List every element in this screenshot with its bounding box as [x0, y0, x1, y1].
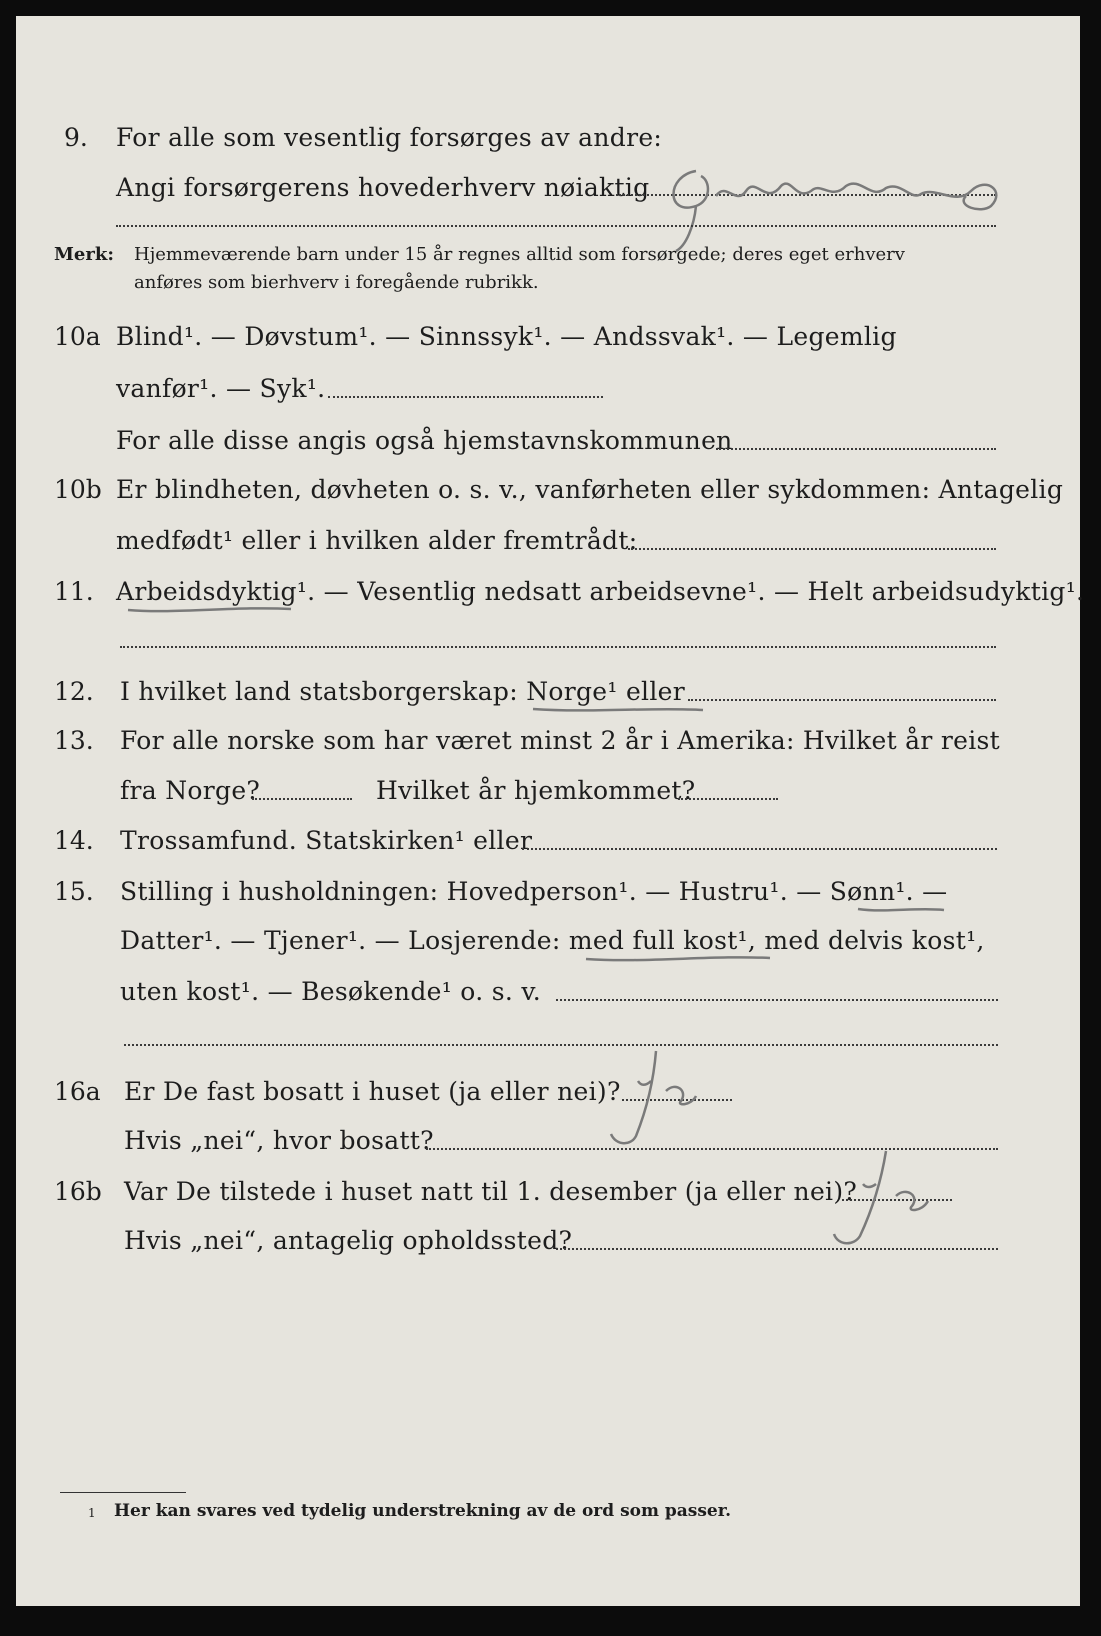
- question-number-14: 14.: [54, 826, 94, 855]
- q14-line1: Trossamfund. Statskirken¹ eller: [120, 826, 533, 855]
- q13-line1: For alle norske som har været minst 2 år i Amerika: Hvilket år reist: [120, 726, 1001, 755]
- q9-line1: For alle som vesentlig forsørges av andre:: [116, 123, 663, 152]
- q10b-answer-line: [628, 548, 996, 550]
- q10b-line2: medfødt¹ eller i hvilken alder fremtrådt:: [116, 526, 638, 555]
- question-number-16b: 16b: [54, 1177, 102, 1206]
- q10a-line3: For alle disse angis også hjemstavnskommunen: [116, 426, 733, 455]
- q10a-line2: vanfør¹. — Syk¹.: [116, 374, 326, 403]
- merk-line1: Hjemmeværende barn under 15 år regnes alltid som forsørgede; deres eget erhverv: [134, 244, 905, 265]
- q16a-line1: Er De fast bosatt i huset (ja eller nei)?: [124, 1077, 621, 1106]
- question-number-13: 13.: [54, 726, 94, 755]
- q15-line2: Datter¹. — Tjener¹. — Losjerende: med full kost¹, med delvis kost¹,: [120, 926, 985, 955]
- question-number-9: 9.: [64, 123, 88, 152]
- q9-line2: Angi forsørgerens hovederhverv nøiaktig: [116, 173, 650, 202]
- q15-answer-line: [556, 999, 998, 1001]
- q15-line3: uten kost¹. — Besøkende¹ o. s. v.: [120, 977, 542, 1006]
- q13-departure-line: [252, 798, 352, 800]
- footnote-rule: [60, 1492, 186, 1493]
- q10a-hometown-line: [716, 448, 996, 450]
- q15-line1: Stilling i husholdningen: Hovedperson¹. — Hustru¹. — Sønn¹. —: [120, 877, 948, 906]
- question-number-12: 12.: [54, 677, 94, 706]
- q13-line2b: Hvilket år hjemkommet?: [376, 776, 696, 805]
- q11-line1: Arbeidsdyktig¹. — Vesentlig nedsatt arbeidsevne¹. — Helt arbeidsudyktig¹.: [116, 577, 1085, 606]
- question-number-16a: 16a: [54, 1077, 101, 1106]
- q11-extra-line: [120, 646, 996, 648]
- q12-line1: I hvilket land statsborgerskap: Norge¹ eller: [120, 677, 685, 706]
- question-number-10a: 10a: [54, 322, 101, 351]
- q9-answer-line: [616, 194, 996, 196]
- q16b-line2: Hvis „nei“, antagelig opholdssted?: [124, 1226, 573, 1255]
- q16b-answer-line: [842, 1199, 952, 1201]
- question-number-10b: 10b: [54, 475, 102, 504]
- q15-extra-line: [124, 1044, 998, 1046]
- question-number-11: 11.: [54, 577, 94, 606]
- q16b-whereabouts-line: [556, 1248, 998, 1250]
- q13-return-line: [678, 798, 778, 800]
- question-number-15: 15.: [54, 877, 94, 906]
- footnote-mark: 1: [88, 1506, 96, 1520]
- q12-answer-line: [688, 699, 996, 701]
- q9-handwriting-svg: [656, 146, 1016, 256]
- census-form-page: [16, 16, 1085, 1606]
- q16a-line2: Hvis „nei“, hvor bosatt?: [124, 1126, 434, 1155]
- q16a-residence-line: [426, 1148, 998, 1150]
- q9-handwritten-answer: [656, 146, 1016, 260]
- q10a-answer-line: [328, 396, 603, 398]
- footnote-text: Her kan svares ved tydelig understrekning av de ord som passer.: [114, 1501, 732, 1521]
- q16b-line1: Var De tilstede i huset natt til 1. desember (ja eller nei)?: [124, 1177, 858, 1206]
- q16a-answer-line: [622, 1099, 732, 1101]
- q10a-line1: Blind¹. — Døvstum¹. — Sinnssyk¹. — Andssvak¹. — Legemlig: [116, 322, 897, 351]
- q10b-line1: Er blindheten, døvheten o. s. v., vanførheten eller sykdommen: Antagelig: [116, 475, 1064, 504]
- q13-line2a: fra Norge?: [120, 776, 261, 805]
- merk-label: Merk:: [54, 244, 114, 265]
- q14-answer-line: [522, 848, 997, 850]
- merk-line2: anføres som bierhverv i foregående rubrikk.: [134, 272, 539, 293]
- q9-extra-line: [116, 225, 996, 227]
